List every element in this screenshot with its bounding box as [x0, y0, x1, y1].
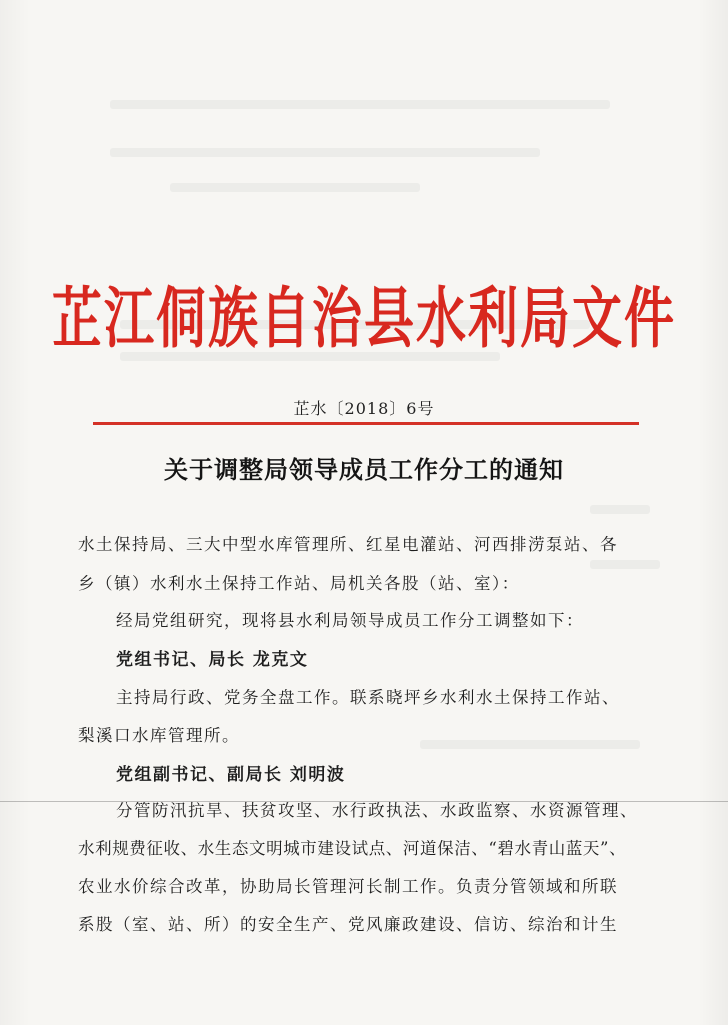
leader-role-heading: 党组副书记、副局长 刘明波 [116, 765, 346, 785]
leader-duties-line: 主持局行政、党务全盘工作。联系晓坪乡水利水土保持工作站、 [116, 688, 620, 707]
recipients-line: 水土保持局、三大中型水库管理所、红星电灌站、河西排涝泵站、各 [78, 535, 618, 554]
bleed-through-mark [590, 560, 660, 569]
bleed-through-mark [110, 148, 540, 157]
leader-duties-line: 农业水价综合改革，协助局长管理河长制工作。负责分管领域和所联 [78, 877, 618, 896]
issuer-header: 芷江侗族自治县水利局文件 [52, 280, 676, 357]
leader-duties-line: 分管防汛抗旱、扶贫攻坚、水行政执法、水政监察、水资源管理、 [116, 801, 638, 820]
document-number: 芷水〔2018〕6号 [293, 399, 435, 418]
bleed-through-mark [170, 183, 420, 192]
bleed-through-mark [110, 100, 610, 109]
leader-duties-line: 水利规费征收、水生态文明城市建设试点、河道保洁、“碧水青山蓝天”、 [78, 839, 627, 858]
intro-paragraph: 经局党组研究，现将县水利局领导成员工作分工调整如下： [116, 611, 584, 630]
bleed-through-mark [590, 505, 650, 514]
red-separator-rule [93, 422, 639, 425]
document-title: 关于调整局领导成员工作分工的通知 [164, 455, 564, 484]
leader-duties-line: 梨溪口水库管理所。 [78, 726, 240, 745]
leader-role-heading: 党组书记、局长 龙克文 [116, 650, 309, 670]
leader-duties-line: 系股（室、站、所）的安全生产、党风廉政建设、信访、综治和计生 [78, 915, 618, 934]
recipients-line: 乡（镇）水利水土保持工作站、局机关各股（站、室）： [78, 574, 520, 593]
